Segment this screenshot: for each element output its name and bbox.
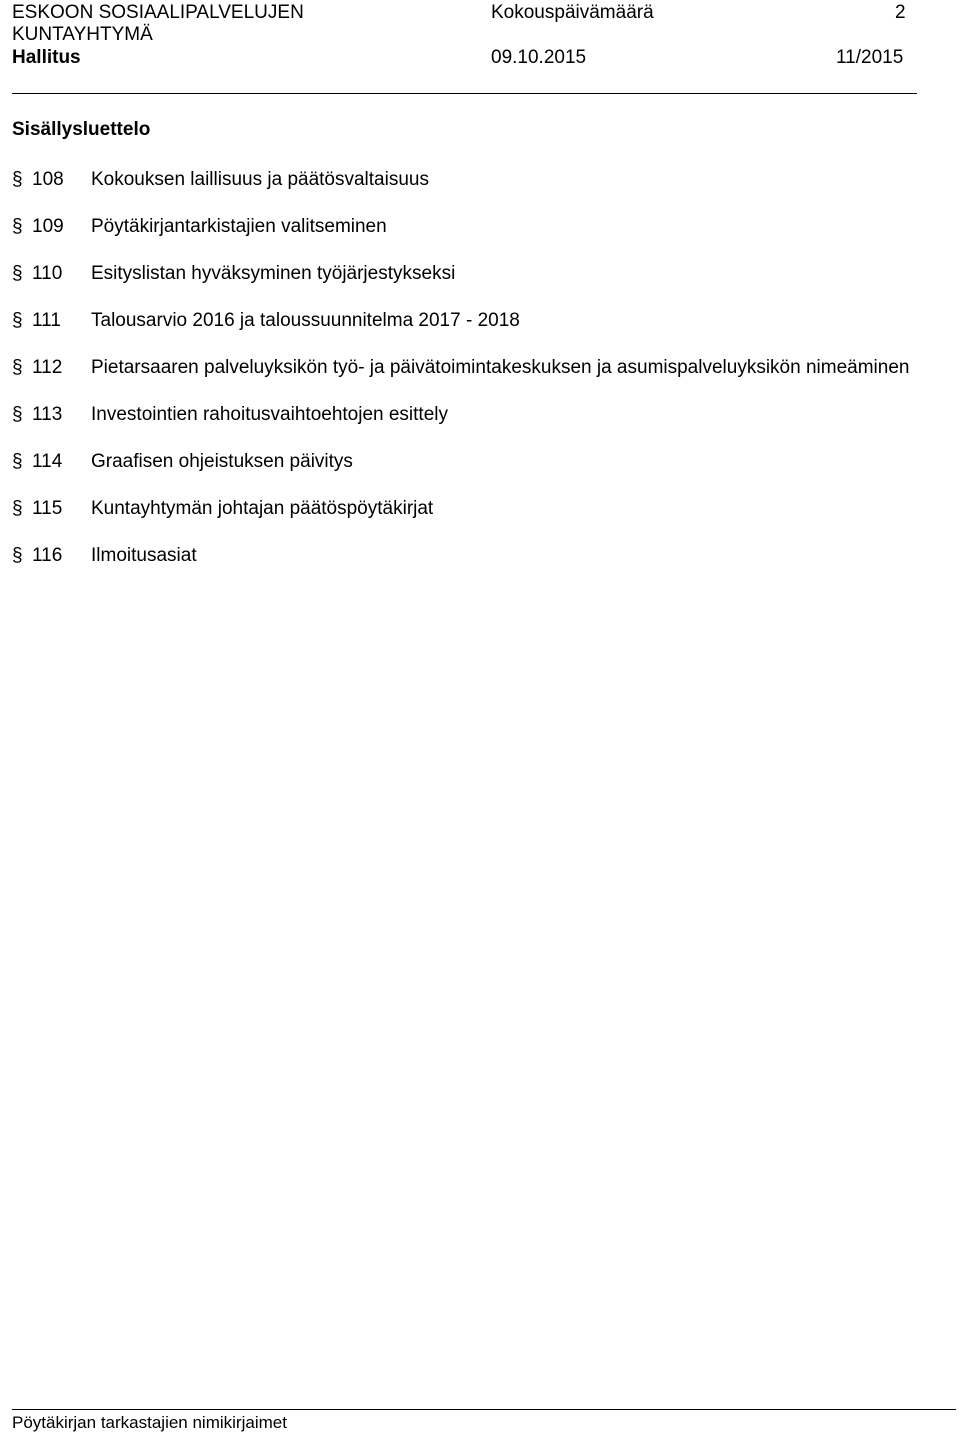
toc-item-number: 114 <box>32 451 63 472</box>
toc-item-number: 112 <box>32 357 63 378</box>
section-symbol: § <box>12 357 23 378</box>
section-symbol: § <box>12 169 23 190</box>
page-number: 2 <box>895 2 906 23</box>
meeting-number: 11/2015 <box>836 47 904 68</box>
toc-item <box>12 497 932 521</box>
section-symbol: § <box>12 498 23 519</box>
section-symbol: § <box>12 451 23 472</box>
meeting-date: 09.10.2015 <box>491 47 587 68</box>
body-name: Hallitus <box>12 47 81 68</box>
section-symbol: § <box>12 310 23 331</box>
toc-item-number: 113 <box>32 404 63 425</box>
date-label: Kokouspäivämäärä <box>491 2 654 23</box>
section-symbol: § <box>12 404 23 425</box>
toc-item <box>12 215 932 239</box>
toc-item-number: 115 <box>32 498 63 519</box>
toc-item-number: 111 <box>32 310 61 331</box>
toc-item <box>12 356 932 380</box>
toc-item <box>12 168 932 192</box>
toc-item <box>12 450 932 474</box>
toc-item-title: Ilmoitusasiat <box>91 545 197 566</box>
section-symbol: § <box>12 545 23 566</box>
toc-item-number: 108 <box>32 169 64 190</box>
toc-item-title: Kokouksen laillisuus ja päätösvaltaisuus <box>91 169 429 190</box>
section-symbol: § <box>12 263 23 284</box>
toc-item-title: Esityslistan hyväksyminen työjärjestykseksi <box>91 263 456 284</box>
toc-item <box>12 403 932 427</box>
toc-item <box>12 544 932 568</box>
toc-item-title: Kuntayhtymän johtajan päätöspöytäkirjat <box>91 498 434 519</box>
toc-item-number: 110 <box>32 263 63 284</box>
footer-divider <box>12 1409 956 1410</box>
toc-item <box>12 262 932 286</box>
toc-item-title: Graafisen ohjeistuksen päivitys <box>91 451 353 472</box>
toc-item-number: 109 <box>32 216 64 237</box>
toc-title: Sisällysluettelo <box>12 119 151 140</box>
toc-item <box>12 309 932 333</box>
table-of-contents <box>12 168 932 591</box>
toc-item-title: Pietarsaaren palveluyksikön työ- ja päivätoimintakeskuksen ja asumispalveluyksikön nimeäminen <box>91 357 910 378</box>
toc-item-title: Investointien rahoitusvaihtoehtojen esittely <box>91 404 449 425</box>
toc-item-title: Pöytäkirjantarkistajien valitseminen <box>91 216 387 237</box>
header-divider <box>12 93 917 94</box>
toc-item-number: 116 <box>32 545 63 566</box>
footer-signature-label: Pöytäkirjan tarkastajien nimikirjaimet <box>12 1413 287 1432</box>
org-name-line2: KUNTAYHTYMÄ <box>12 24 153 45</box>
org-name-line1: ESKOON SOSIAALIPALVELUJEN <box>12 2 304 23</box>
section-symbol: § <box>12 216 23 237</box>
toc-item-title: Talousarvio 2016 ja taloussuunnitelma 2017 - 2018 <box>91 310 520 331</box>
